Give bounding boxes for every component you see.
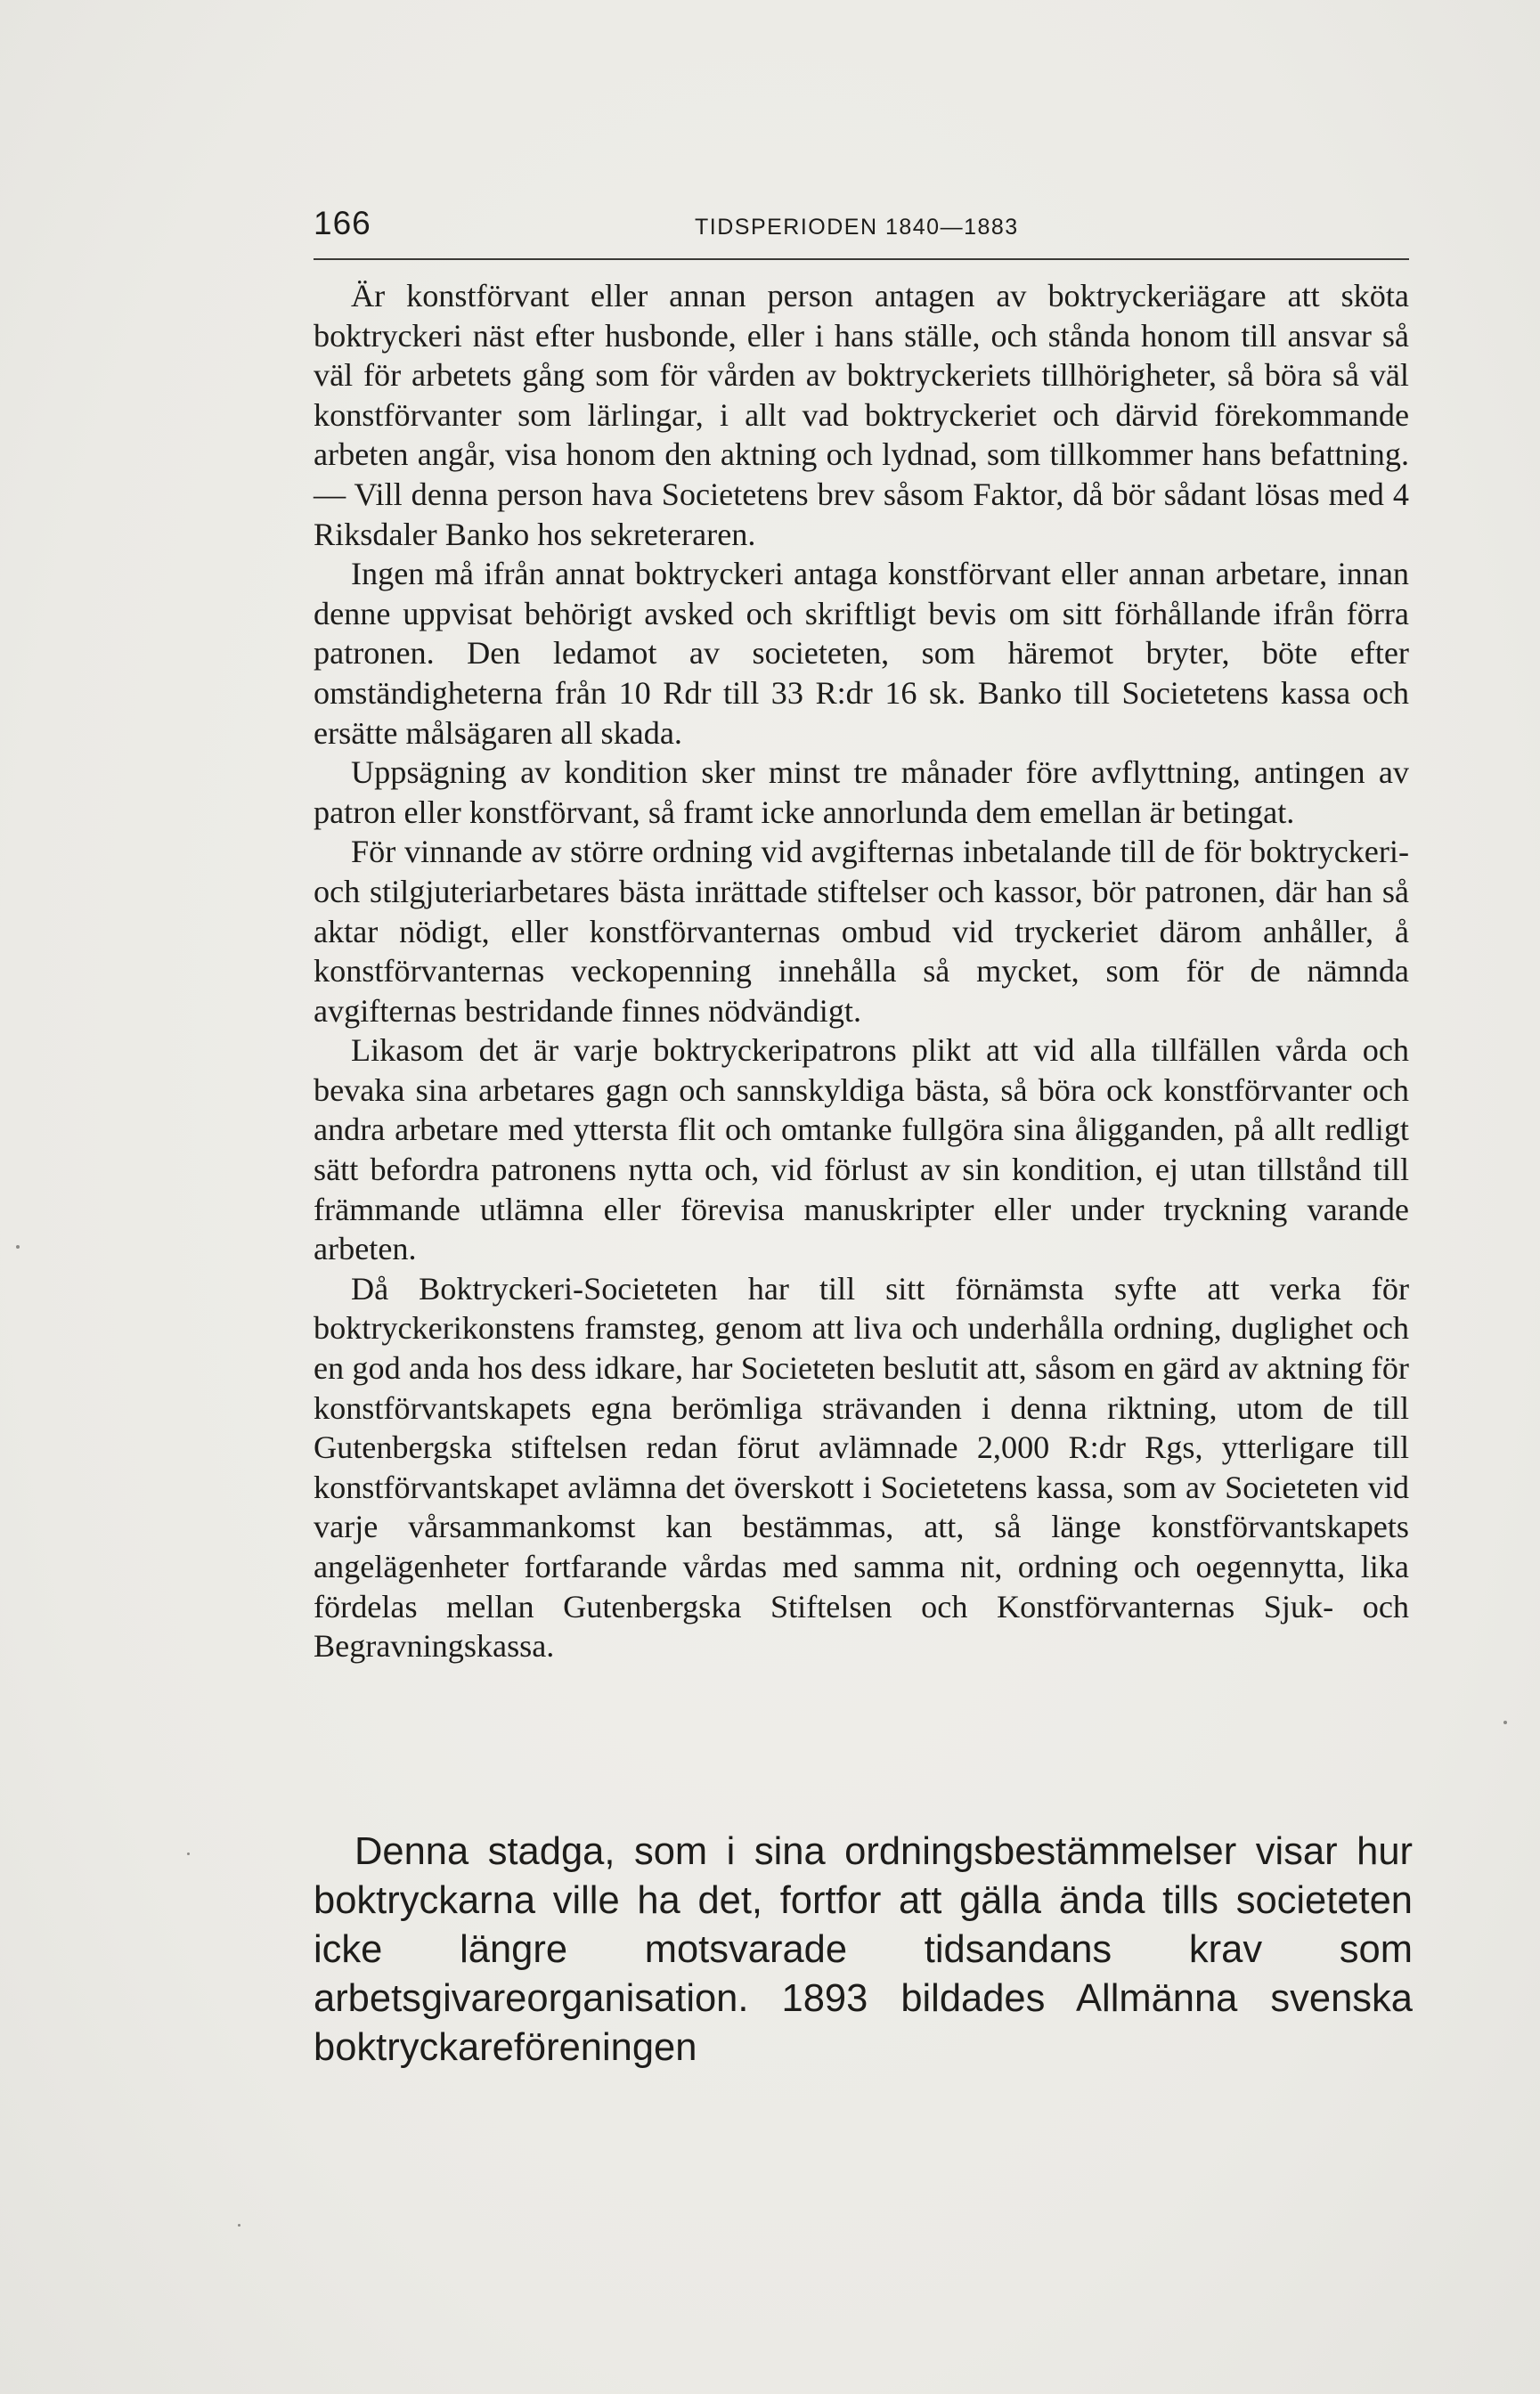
paragraph-notice: Uppsägning av kondition sker minst tre månader före avflyttning, antingen av patron eller konstförvant, så framt icke annorlunda dem emellan är betingat. [314,754,1409,830]
closing-paragraph: Denna stadga, som i sina ordningsbestämmelser visar hur boktryckarna ville ha det, fortfor att gälla ända tills societeten icke längre motsvarade tidsandans krav som arbetsgivareorganisation. 1893 bildades Allmänna svenska boktryckareföreningen [314,1830,1413,2069]
page-header [314,201,1409,260]
paper-speck [238,2224,240,2227]
paragraph-hiring: Ingen må ifrån annat boktryckeri antaga konstförvant eller annan arbetare, innan denne uppvisat behörigt avsked och skriftligt bevis om sitt förhållande ifrån förra patronen. Den ledamot av societeten, som häremot bryter, böte efter omständigheterna från 10 Rdr till 33 R:dr 16 sk. Banko till Societetens kassa och ersätte målsägaren all skada. [314,556,1409,751]
paragraph-duties: Likasom det är varje boktryckeripatrons plikt att vid alla tillfällen vårda och bevaka sina arbetares gagn och sannskyldiga bästa, så böra ock konstförvanter och andra arbetare med yttersta flit och omtanke fullgöra sina åligganden, på allt redligt sätt befordra patronens nytta och, vid förlust av sin kondition, ej utan tillstånd till främmande utlämna eller förevisa manuskripter eller under tryckning varande arbeten. [314,1032,1409,1267]
statute-text [314,276,1409,1666]
paragraph-foreman: Är konstförvant eller annan person antagen av boktryckeriägare att sköta boktryckeri näst efter husbonde, eller i hans ställe, och stånda honom till ansvar så väl för arbetets gång som för vården av boktryckeriets tillhörigheter, så böra så väl konstförvanter som lärlingar, i allt vad boktryckeriet och därvid förekommande arbeten angår, visa honom den aktning och lydnad, som tillkommer hans befattning. — Vill denna person hava Societetens brev såsom Faktor, då bör sådant lösas med 4 Riksdaler Banko hos sekreteraren. [314,278,1409,552]
paper-speck [1503,1721,1507,1724]
paper-speck [16,1245,20,1249]
paragraph-society-purpose: Då Boktryckeri-Societeten har till sitt förnämsta syfte att verka för boktryckerikonstens framsteg, genom att liva och underhålla ordning, duglighet och en god anda hos dess idkare, har Societeten beslutit att, såsom en gärd av aktning för konstförvantskapets egna berömliga strävanden i denna riktning, utom de till Gutenbergska stiftelsen redan förut avlämnade 2,000 R:dr Rgs, ytterligare till konstförvantskapet avlämna det överskott i Societetens kassa, som av Societeten vid varje vårsammankomst kan bestämmas, att, så länge konstförvantskapets angelägenheter fortfarande vårdas med samma nit, ordning och oegennytta, lika fördelas mellan Gutenbergska Stiftelsen och Konstförvanternas Sjuk- och Begravningskassa. [314,1270,1409,1665]
paper-speck [187,1852,190,1855]
page-number: 166 [314,205,371,241]
paragraph-fees: För vinnande av större ordning vid avgifternas inbetalande till de för boktryckeri- och stilgjuteriarbetares bästa inrättade stiftelser och kassor, bör patronen, där han så aktar nödigt, eller konstförvanternas ombud vid tryckeriet därom anhåller, å konstförvanternas veckopenning innehålla så mycket, som för de nämnda avgifternas bestridande finnes nödvändigt. [314,834,1409,1029]
running-title: TIDSPERIODEN 1840—1883 [695,215,1019,240]
closing-commentary [314,1828,1413,2072]
